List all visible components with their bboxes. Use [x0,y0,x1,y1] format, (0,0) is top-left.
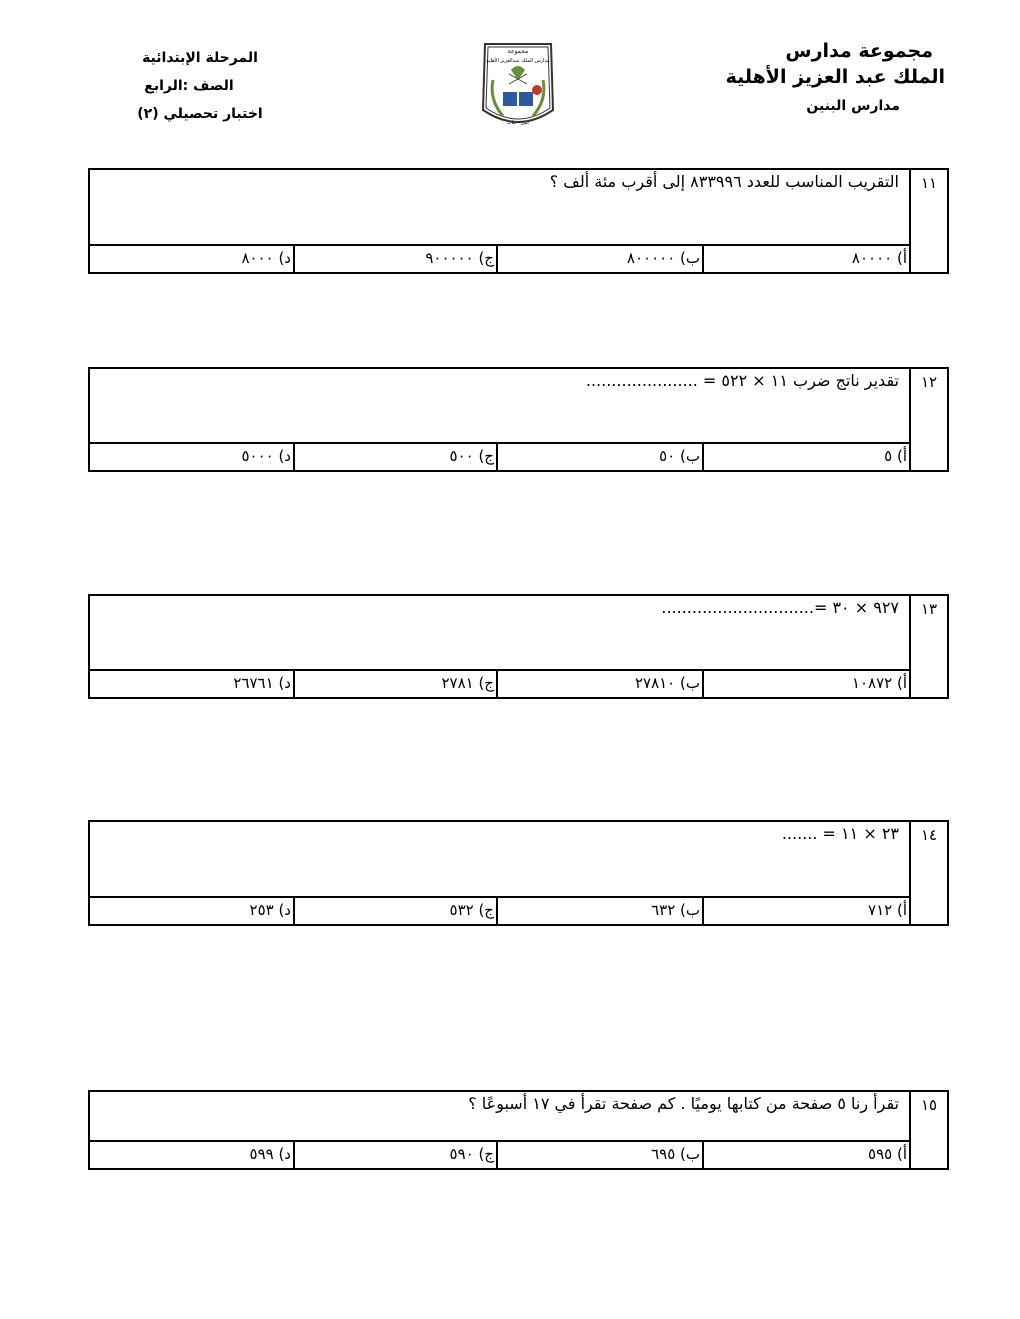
school-header [645,40,945,114]
option-c[interactable]: ج) ٢٧٨١ [293,671,496,697]
question-number: ١١ [909,170,947,272]
option-d[interactable]: د) ٥٩٩ [249,1145,291,1163]
option-d[interactable]: د) ٨٠٠٠ [241,249,291,267]
stage-label: المرحلة الإبتدائية [142,50,258,66]
question-number: ١٤ [909,822,947,924]
option-c[interactable]: ج) ٥٩٠ [293,1142,496,1168]
options-row [90,896,909,924]
question-12 [88,367,949,472]
question-13 [88,594,949,699]
option-b[interactable]: ب) ٢٧٨١٠ [496,671,702,697]
option-a[interactable]: أ) ١٠٨٧٢ [702,671,909,697]
option-c[interactable]: ج) ٥٠٠ [293,444,496,470]
option-b[interactable]: ب) ٦٩٥ [496,1142,702,1168]
logo-text-mid: مدارس الملك عبدالعزيز الأهلية [486,58,550,64]
logo-text-top: مجموعة [507,48,529,55]
option-a[interactable]: أ) ٥٩٥ [702,1142,909,1168]
option-d[interactable]: د) ٥٠٠٠ [241,447,291,465]
options-row [90,1140,909,1168]
options-row [90,442,909,470]
exam-info [100,44,300,128]
logo-text-bottom: بنين - بنات [506,120,530,126]
option-a[interactable]: أ) ٥ [702,444,909,470]
options-row [90,244,909,272]
option-d[interactable]: د) ٢٥٣ [249,901,291,919]
question-11 [88,168,949,274]
option-b[interactable]: ب) ٦٣٢ [496,898,702,924]
option-d[interactable]: د) ٢٦٧٦١ [233,674,291,692]
question-number: ١٣ [909,596,947,697]
option-c[interactable]: ج) ٥٣٢ [293,898,496,924]
option-b[interactable]: ب) ٨٠٠٠٠٠ [496,246,702,272]
question-15 [88,1090,949,1170]
option-b[interactable]: ب) ٥٠ [496,444,702,470]
question-stem: تقرأ رنا ٥ صفحة من كتابها يوميًا . كم صفحة تقرأ في ١٧ أسبوعًا ؟ [468,1094,899,1113]
school-logo [479,40,557,132]
question-stem: ٢٣ × ١١ = ....... [781,824,899,843]
section-name: مدارس البنين [806,98,900,114]
option-a[interactable]: أ) ٨٠٠٠٠ [702,246,909,272]
group-title: مجموعة مدارس [785,40,933,62]
question-stem: التقريب المناسب للعدد ٨٣٣٩٩٦ إلى أقرب مئة ألف ؟ [549,172,899,191]
question-number: ١٢ [909,369,947,470]
options-row [90,669,909,697]
question-number: ١٥ [909,1092,947,1168]
grade-label: الصف :الرابع [144,78,234,94]
option-a[interactable]: أ) ٧١٢ [702,898,909,924]
question-stem: تقدير ناتج ضرب ١١ × ٥٢٢ = ...................... [585,371,899,390]
exam-title: اختبار تحصيلي (٢) [137,106,263,122]
school-name: الملك عبد العزيز الأهلية [725,66,945,88]
option-c[interactable]: ج) ٩٠٠٠٠٠ [293,246,496,272]
question-stem: ٩٢٧ × ٣٠ =.............................. [661,598,899,617]
question-14 [88,820,949,926]
